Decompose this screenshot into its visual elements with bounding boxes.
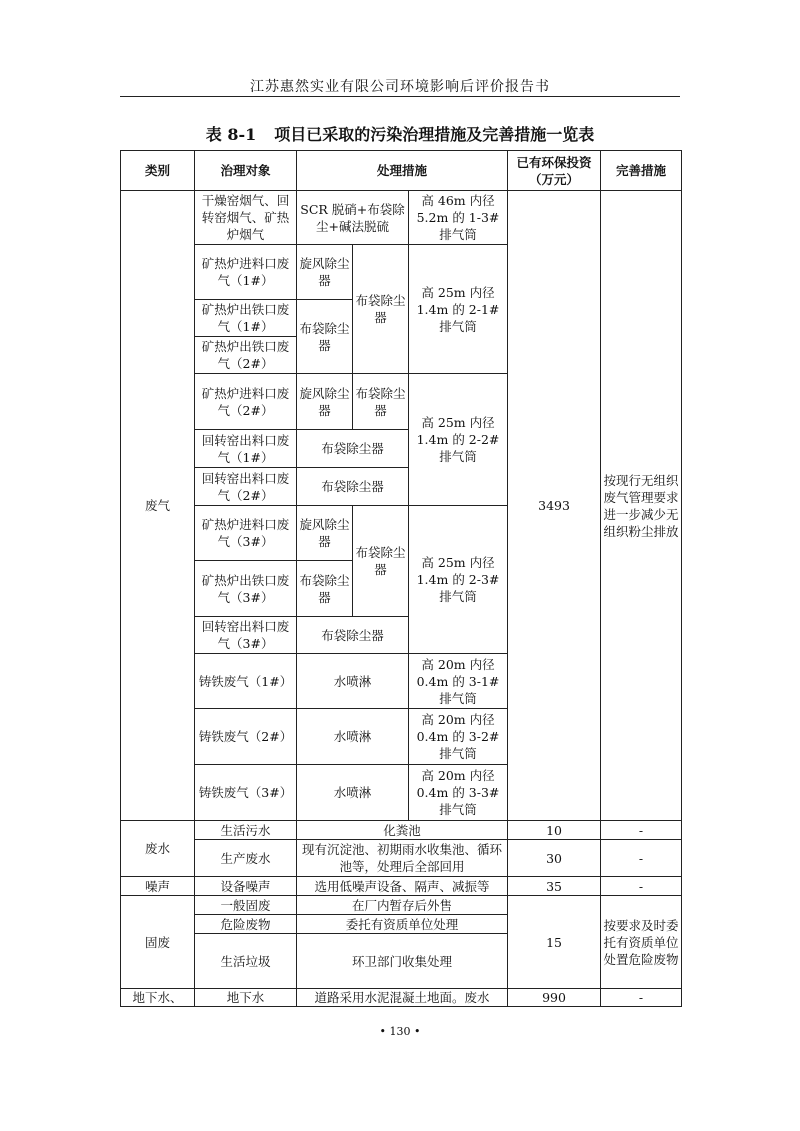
measure-cell: 布袋除尘器 (353, 245, 409, 374)
object-cell: 危险废物 (195, 915, 297, 934)
measure-cell: 布袋除尘器 (297, 468, 409, 506)
object-cell: 矿热炉进料口废气（3#） (195, 506, 297, 561)
category-gas: 废气 (121, 191, 195, 821)
table-number: 表 8-1 (205, 125, 257, 144)
measure-cell: 旋风除尘器 (297, 245, 353, 300)
object-cell: 干燥窑烟气、回转窑烟气、矿热炉烟气 (195, 191, 297, 245)
table-row (121, 191, 682, 245)
object-cell: 生活垃圾 (195, 934, 297, 989)
header-investment: 已有环保投资（万元） (508, 151, 601, 191)
object-cell: 矿热炉进料口废气（1#） (195, 245, 297, 300)
table-row (121, 821, 682, 840)
header-measures: 处理措施 (297, 151, 508, 191)
object-cell: 矿热炉出铁口废气（1#） (195, 300, 297, 337)
improve-solid: 按要求及时委托有资质单位处置危险废物 (601, 896, 682, 989)
measure-cell: 化粪池 (297, 821, 508, 840)
object-cell: 铸铁废气（3#） (195, 765, 297, 821)
outlet-cell: 高 25m 内径 1.4m 的 2-1#排气筒 (409, 245, 508, 374)
object-cell: 回转窑出料口废气（2#） (195, 468, 297, 506)
investment-cell: 30 (508, 840, 601, 877)
investment-gas: 3493 (508, 191, 601, 821)
page-number: • 130 • (379, 1025, 421, 1038)
category-noise: 噪声 (121, 877, 195, 896)
measure-cell: 布袋除尘器 (297, 430, 409, 468)
measure-cell: 旋风除尘器 (297, 506, 353, 561)
measure-cell: 水喷淋 (297, 709, 409, 765)
measure-cell: SCR 脱硝+布袋除尘+碱法脱硫 (297, 191, 409, 245)
measure-cell: 旋风除尘器 (297, 374, 353, 430)
measure-cell: 布袋除尘器 (353, 374, 409, 430)
investment-solid: 15 (508, 896, 601, 989)
header-category: 类别 (121, 151, 195, 191)
improve-cell: - (601, 840, 682, 877)
outlet-cell: 高 20m 内径 0.4m 的 3-1#排气筒 (409, 654, 508, 709)
header-improve: 完善措施 (601, 151, 682, 191)
measure-cell: 布袋除尘器 (353, 506, 409, 617)
measure-cell: 选用低噪声设备、隔声、减振等 (297, 877, 508, 896)
outlet-cell: 高 25m 内径 1.4m 的 2-3#排气筒 (409, 506, 508, 654)
measure-cell: 布袋除尘器 (297, 561, 353, 617)
document-header: 江苏惠然实业有限公司环境影响后评价报告书 (250, 79, 550, 95)
pollution-measures-table (120, 150, 682, 1007)
object-cell: 矿热炉出铁口废气（3#） (195, 561, 297, 617)
object-cell: 地下水 (195, 989, 297, 1007)
object-cell: 生活污水 (195, 821, 297, 840)
category-water: 废水 (121, 821, 195, 877)
measure-cell: 现有沉淀池、初期雨水收集池、循环池等，处理后全部回用 (297, 840, 508, 877)
table-row (121, 896, 682, 915)
table-row (121, 989, 682, 1007)
object-cell: 回转窑出料口废气（1#） (195, 430, 297, 468)
table-header-row (121, 151, 682, 191)
object-cell: 回转窑出料口废气（3#） (195, 617, 297, 654)
improve-cell: - (601, 877, 682, 896)
measure-cell: 环卫部门收集处理 (297, 934, 508, 989)
object-cell: 矿热炉出铁口废气（2#） (195, 337, 297, 374)
improve-cell: - (601, 989, 682, 1007)
measure-cell: 道路采用水泥混凝土地面。废水 (297, 989, 508, 1007)
outlet-cell: 高 25m 内径 1.4m 的 2-2#排气筒 (409, 374, 508, 506)
measure-cell: 在厂内暂存后外售 (297, 896, 508, 915)
object-cell: 设备噪声 (195, 877, 297, 896)
outlet-cell: 高 20m 内径 0.4m 的 3-3#排气筒 (409, 765, 508, 821)
object-cell: 矿热炉进料口废气（2#） (195, 374, 297, 430)
header-object: 治理对象 (195, 151, 297, 191)
table-row (121, 840, 682, 877)
outlet-cell: 高 20m 内径 0.4m 的 3-2#排气筒 (409, 709, 508, 765)
object-cell: 铸铁废气（1#） (195, 654, 297, 709)
object-cell: 铸铁废气（2#） (195, 709, 297, 765)
improve-cell: - (601, 821, 682, 840)
table-title-text: 项目已采取的污染治理措施及完善措施一览表 (274, 125, 595, 144)
investment-cell: 10 (508, 821, 601, 840)
object-cell: 一般固废 (195, 896, 297, 915)
category-ground: 地下水、 (121, 989, 195, 1007)
outlet-cell: 高 46m 内径 5.2m 的 1-3#排气筒 (409, 191, 508, 245)
category-solid: 固废 (121, 896, 195, 989)
investment-cell: 35 (508, 877, 601, 896)
improve-gas: 按现行无组织废气管理要求进一步减少无组织粉尘排放 (601, 191, 682, 821)
table-title (0, 122, 800, 145)
header-rule (120, 96, 680, 97)
measure-cell: 水喷淋 (297, 765, 409, 821)
measure-cell: 委托有资质单位处理 (297, 915, 508, 934)
table-row (121, 877, 682, 896)
measure-cell: 布袋除尘器 (297, 300, 353, 374)
measure-cell: 水喷淋 (297, 654, 409, 709)
investment-cell: 990 (508, 989, 601, 1007)
measure-cell: 布袋除尘器 (297, 617, 409, 654)
object-cell: 生产废水 (195, 840, 297, 877)
